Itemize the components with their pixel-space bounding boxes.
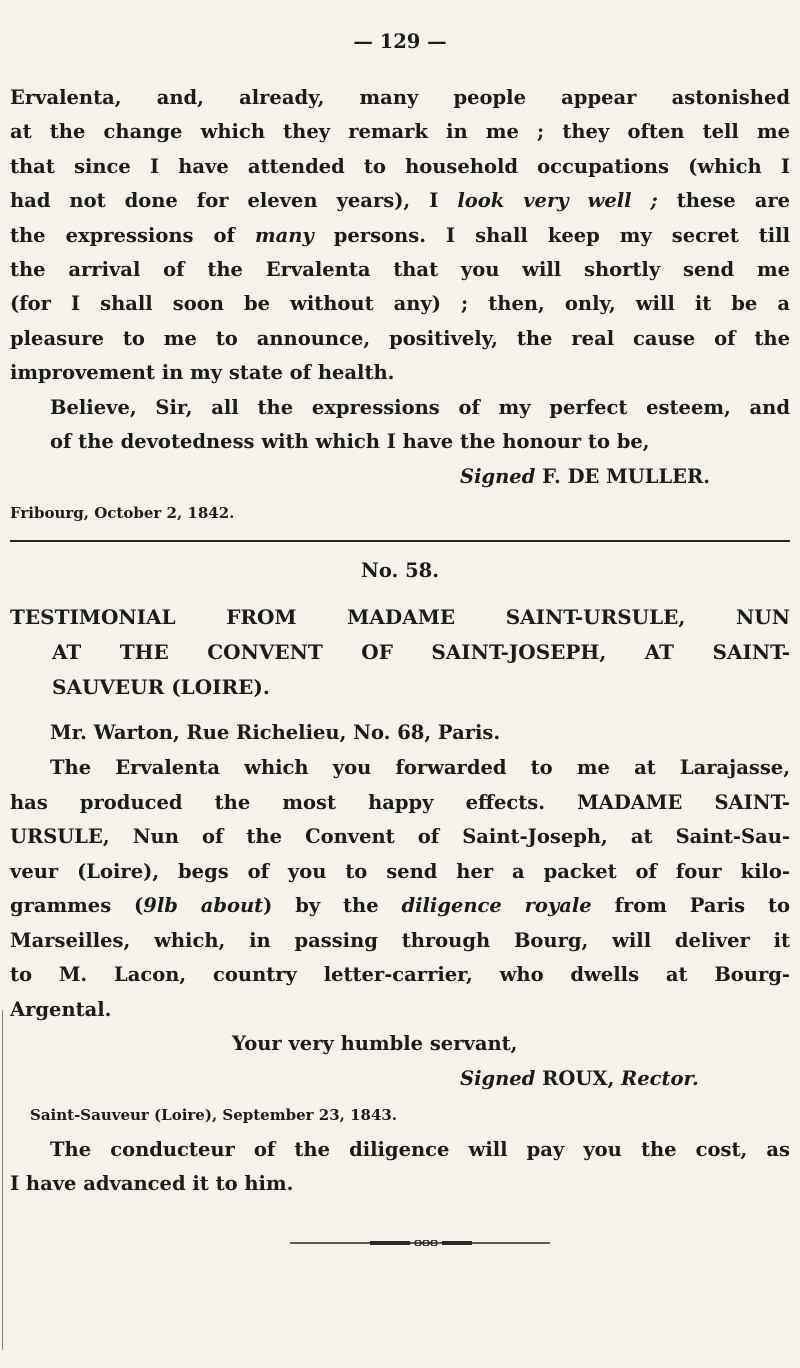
text-line — [50, 1138, 790, 1162]
section-title-line — [10, 605, 790, 629]
text-segment: had not done for eleven years), I — [10, 189, 458, 212]
text-segment: to M. Lacon, country letter-carrier, who dwells at Bourg- — [10, 963, 790, 986]
text-segment: (for I shall soon be without any) ; then, only, will it be a — [10, 292, 790, 315]
text-segment: F. DE MULLER. — [535, 465, 711, 488]
text-segment: veur (Loire), begs of you to send her a packet of four kilo- — [10, 860, 790, 883]
text-line — [10, 1172, 790, 1196]
page-number: — 129 — — [353, 30, 447, 53]
text-segment: grammes ( — [10, 894, 144, 917]
text-line — [50, 721, 790, 745]
text-segment: The Ervalenta which you forwarded to me at Larajasse, — [50, 756, 790, 779]
text-line — [10, 791, 790, 815]
text-segment: Saint-Sauveur (Loire), September 23, 1843. — [30, 1106, 398, 1124]
text-line — [50, 430, 790, 454]
italic-text: many — [254, 224, 314, 247]
text-segment: the expressions of — [10, 224, 255, 247]
text-line — [10, 327, 790, 351]
text-line — [10, 120, 790, 144]
text-segment: Argental. — [10, 998, 112, 1021]
text-segment: AT THE CONVENT OF SAINT-JOSEPH, AT SAINT- — [52, 640, 790, 664]
text-segment: ROUX, — [535, 1067, 622, 1090]
section-title-line — [52, 675, 790, 699]
text-line — [50, 756, 790, 780]
text-segment: Ervalenta, and, already, many people appear astonished — [10, 86, 790, 109]
italic-text: Rector. — [621, 1067, 699, 1090]
text-segment: I have advanced it to him. — [10, 1172, 294, 1195]
section-title-line — [52, 640, 790, 664]
italic-text: 9lb about — [143, 894, 264, 917]
page-edge — [2, 1010, 3, 1350]
italic-text: Signed — [460, 465, 536, 488]
text-line — [10, 501, 234, 525]
text-line — [10, 292, 790, 316]
section-divider — [10, 540, 790, 542]
text-line — [10, 361, 790, 385]
text-segment: Believe, Sir, all the expressions of my perfect esteem, and — [50, 396, 790, 419]
text-segment: improvement in my state of health. — [10, 361, 395, 384]
italic-text: diligence royale — [401, 894, 592, 917]
text-segment: The conducteur of the diligence will pay you the cost, as — [50, 1138, 790, 1161]
text-segment: SAUVEUR (LOIRE). — [52, 675, 270, 699]
text-segment: URSULE, Nun of the Convent of Saint-Joseph, at Saint-Sau- — [10, 825, 790, 848]
italic-text: Signed — [460, 1067, 536, 1090]
text-line — [10, 224, 790, 248]
text-segment: Mr. Warton, Rue Richelieu, No. 68, Paris. — [50, 721, 501, 744]
text-line — [460, 465, 710, 489]
text-segment: Fribourg, October 2, 1842. — [10, 504, 235, 522]
text-segment: Your very humble servant, — [232, 1032, 518, 1055]
text-line — [10, 189, 790, 213]
text-segment: at the change which they remark in me ; they often tell me — [10, 120, 790, 143]
text-line — [10, 894, 790, 918]
text-line — [10, 155, 790, 179]
text-segment: of the devotedness with which I have the honour to be, — [50, 430, 650, 453]
section-number — [10, 559, 790, 583]
italic-text: look very well ; — [457, 189, 658, 212]
text-segment: Marseilles, which, in passing through Bourg, will deliver it — [10, 929, 790, 952]
text-segment: has produced the most happy effects. MADAME SAINT- — [10, 791, 790, 814]
text-segment: persons. I shall keep my secret till — [313, 224, 790, 247]
text-line — [10, 963, 790, 987]
text-segment: from Paris to — [591, 894, 790, 917]
text-line — [10, 860, 790, 884]
text-line — [10, 929, 790, 953]
text-line — [10, 998, 790, 1022]
text-line — [30, 1103, 397, 1127]
text-segment: the arrival of the Ervalenta that you will shortly send me — [10, 258, 790, 281]
text-line — [50, 396, 790, 420]
text-segment: pleasure to me to announce, positively, the real cause of the — [10, 327, 790, 350]
text-line — [10, 825, 790, 849]
text-segment: that since I have attended to household occupations (which I — [10, 155, 790, 178]
text-segment: TESTIMONIAL FROM MADAME SAINT-URSULE, NUN — [10, 605, 790, 629]
text-line — [10, 258, 790, 282]
ornament-rule — [290, 1240, 550, 1246]
text-segment: ) by the — [263, 894, 402, 917]
text-line — [460, 1067, 699, 1091]
text-segment: these are — [657, 189, 791, 212]
text-line — [10, 86, 790, 110]
text-segment: No. 58. — [361, 559, 439, 582]
text-line — [232, 1032, 517, 1056]
